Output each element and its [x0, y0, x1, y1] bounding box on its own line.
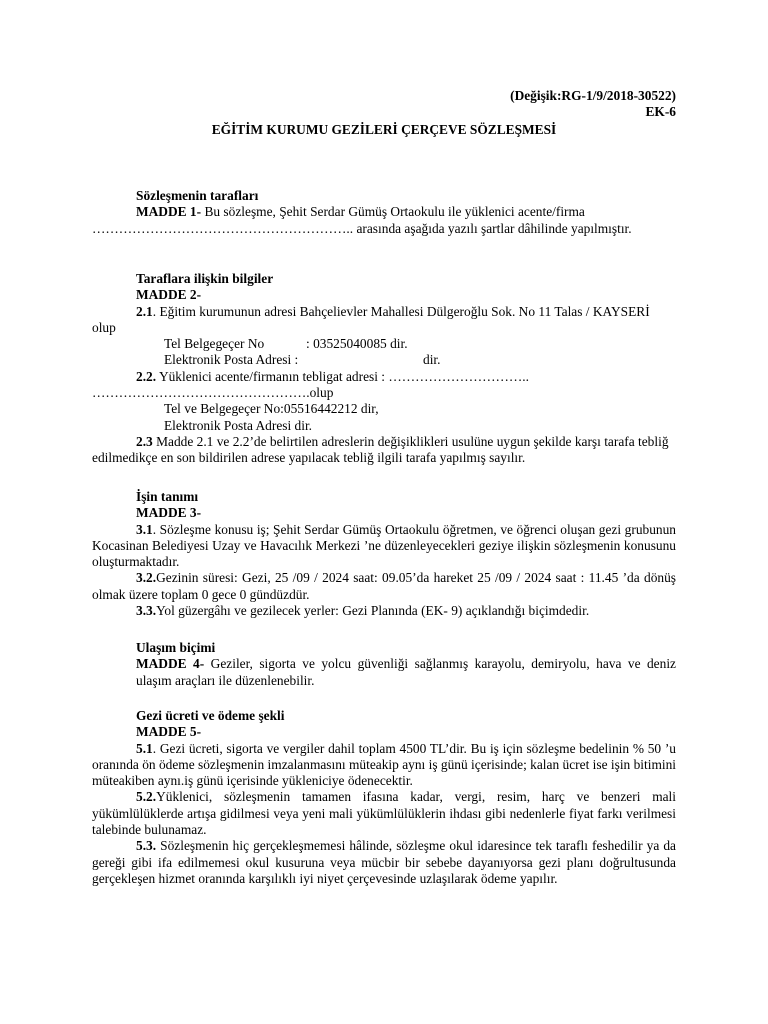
tel-value: : 03525040085 dir.	[306, 336, 408, 352]
contractor-email: Elektronik Posta Adresi dir.	[164, 417, 313, 433]
clause-text: Gezinin süresi: Gezi, 25 /09 / 2024 saat: 09.05’da hareket 25 /09 / 2024 saat : 11.45 ’da dönüş olmak üzere toplam 0 gece 0 gündüzdür.	[92, 570, 676, 602]
clause-number: 2.3	[136, 433, 153, 449]
article-text-continued: ………………………………………………….. arasında aşağıda yazılı şartlar dâhilinde yapılmıştır.	[92, 220, 632, 236]
article-text: Geziler, sigorta ve yolcu güvenliği sağlanmış karayolu, demiryolu, hava ve deniz ulaşım araçları ile düzenlenebilir.	[136, 656, 676, 688]
clause-text: Madde 2.1 ve 2.2’de belirtilen adreslerin değişiklikleri usulüne uygun şekilde karşı tarafa tebliğ edilmedikçe en son bildirilen adrese yapılacak tebliğ ilgili tarafa yapılmış sayılır.	[92, 433, 669, 466]
article-label: MADDE 3-	[136, 505, 202, 521]
clause-text: . Sözleşme konusu iş; Şehit Serdar Gümüş Ortaokulu öğretmen, ve öğrenci oluşan gezi grubunun Kocasinan Belediyesi Uzay ve Havacılık Merkezi ’ne düzenleyecekleri geziye ilişkin sözleşmenin konusunu oluşturmaktadır.	[92, 521, 676, 570]
section-fee-payment	[92, 708, 676, 887]
amendment-note: (Değişik:RG-1/9/2018-30522)	[510, 88, 676, 103]
section-heading: Sözleşmenin tarafları	[136, 188, 259, 203]
article-label: MADDE 2-	[136, 287, 202, 303]
clause-number: 3.1	[136, 521, 153, 537]
clause-text: . Gezi ücreti, sigorta ve vergiler dahil toplam 4500 TL’dir. Bu iş için sözleşme bedelinin % 50 ’u oranında ön ödeme sözleşmenin imzalanmasını müteakip aynı iş günü içerisinde; kalan ücret ise işin bitimini müteakiben aynı.iş günü içerisinde yükleniciye ödenecektir.	[92, 740, 676, 789]
section-heading: Ulaşım biçimi	[136, 640, 216, 655]
section-transport	[136, 640, 676, 689]
clause-number: 5.3.	[136, 838, 157, 854]
article-label: MADDE 5-	[136, 724, 202, 740]
email-value: dir.	[423, 352, 441, 368]
section-party-info	[92, 271, 676, 467]
clause-number: 3.3.	[136, 603, 157, 619]
clause-number: 2.2.	[136, 368, 157, 384]
section-parties	[92, 188, 676, 237]
section-heading: Taraflara ilişkin bilgiler	[136, 271, 274, 286]
clause-number: 3.2.	[136, 570, 157, 586]
clause-text: Yol güzergâhı ve gezilecek yerler: Gezi Planında (EK- 9) açıklandığı biçimdedir.	[156, 603, 590, 619]
clause-text: Yüklenici acente/firmanın tebligat adresi : …………………………..	[156, 368, 529, 384]
contractor-tel: Tel ve Belgegeçer No:05516442212 dir,	[164, 401, 379, 417]
clause-text: Yüklenici, sözleşmenin tamamen ifasına kadar, vergi, resim, harç ve benzeri mali yükümlülüklerde artışa gidilmesi veya yeni mali yükümlülüklerin ihdası gibi nedenlerle fiyat farkı verilmesi talebinde bulunamaz.	[92, 789, 676, 838]
clause-text: Sözleşmenin hiç gerçekleşmemesi hâlinde, sözleşme okul idaresince tek taraflı feshedilir ya da gereği gibi ifa edilmemesi okul kusuruna veya mücbir bir sebebe dayanıyorsa gezi planı doğrultusunda gerçekleşen hizmet oranında karşılıklı iyi niyet çerçevesinde uzlaşılarak ödeme yapılır.	[92, 838, 676, 886]
email-label: Elektronik Posta Adresi :	[164, 352, 299, 368]
section-heading: İşin tanımı	[136, 489, 199, 504]
clause-text-continued: ………………………………………….olup	[92, 385, 334, 401]
document-title: EĞİTİM KURUMU GEZİLERİ ÇERÇEVE SÖZLEŞMESİ	[211, 122, 557, 137]
annex-label: EK-6	[645, 104, 676, 119]
clause-number: 2.1	[136, 303, 153, 319]
clause-number: 5.1	[136, 740, 153, 756]
section-heading: Gezi ücreti ve ödeme şekli	[136, 708, 285, 723]
article-label: MADDE 4-	[136, 656, 205, 672]
article-label: MADDE 1-	[136, 204, 202, 220]
section-job-definition	[92, 489, 676, 619]
tel-label: Tel Belgegeçer No	[164, 336, 265, 352]
article-text: Bu sözleşme, Şehit Serdar Gümüş Ortaokulu ile yüklenici acente/firma	[204, 204, 585, 220]
clause-number: 5.2.	[136, 789, 157, 805]
clause-text: . Eğitim kurumunun adresi Bahçelievler Mahallesi Dülgeroğlu Sok. No 11 Talas / KAYSERİ olup	[92, 303, 650, 335]
